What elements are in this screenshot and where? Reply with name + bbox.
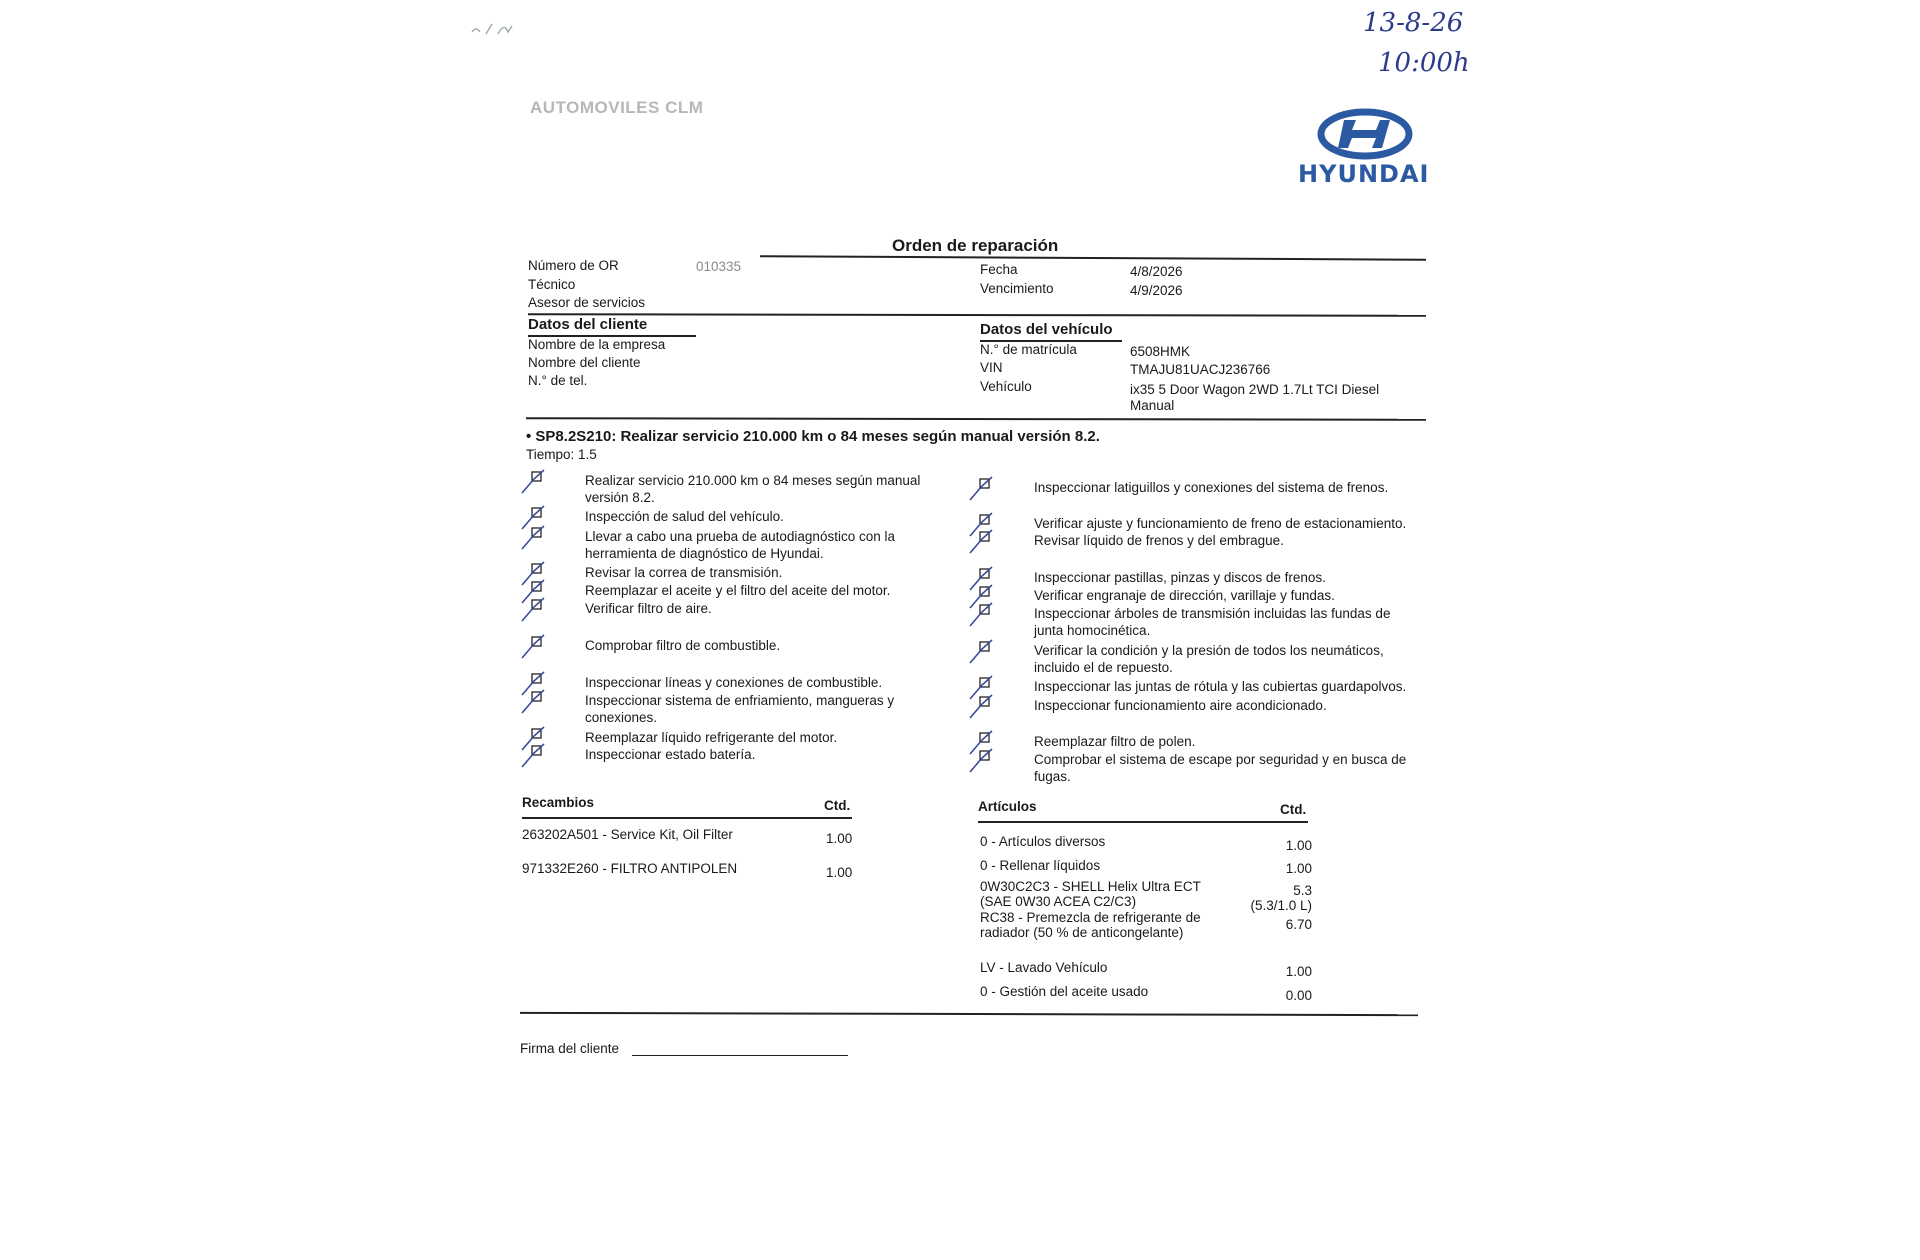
left-check-checkbox-2[interactable] xyxy=(520,525,548,551)
right-check-checkbox-2[interactable] xyxy=(968,529,996,555)
left-check-item-5-line-0: Verificar filtro de aire. xyxy=(585,601,712,616)
recambios-heading: Recambios xyxy=(522,795,595,810)
header-rule xyxy=(528,313,1426,317)
right-check-item-0-line-0: Inspeccionar latiguillos y conexiones del sistema de frenos. xyxy=(1034,480,1389,495)
left-check-item-3-line-0: Revisar la correa de transmisión. xyxy=(585,565,783,580)
articulo-qty-2: 5.3 xyxy=(1293,883,1312,898)
right-check-item-6-line-1: incluido el de repuesto. xyxy=(1034,660,1173,675)
left-check-item-10-line-0: Inspeccionar estado batería. xyxy=(585,747,756,762)
right-check-item-2-line-0: Revisar líquido de frenos y del embrague. xyxy=(1034,533,1284,548)
recambio-desc-0: 263202A501 - Service Kit, Oil Filter xyxy=(522,827,733,842)
tecnico-label: Técnico xyxy=(528,277,576,292)
articulos-rule xyxy=(978,821,1308,823)
right-check-item-9-line-0: Reemplazar filtro de polen. xyxy=(1034,734,1196,749)
empresa-label: Nombre de la empresa xyxy=(528,337,666,352)
right-check-item-1-line-0: Verificar ajuste y funcionamiento de freno de estacionamiento. xyxy=(1034,516,1407,531)
articulo-qty-3: 6.70 xyxy=(1285,917,1312,932)
left-check-item-1-line-0: Inspección de salud del vehículo. xyxy=(585,509,784,524)
articulo-desc-2: 0W30C2C3 - SHELL Helix Ultra ECT xyxy=(980,879,1201,894)
right-check-checkbox-8[interactable] xyxy=(968,694,996,720)
signature-line xyxy=(632,1055,848,1056)
vehiculo-value-line2: Manual xyxy=(1130,398,1175,413)
right-check-item-4-line-0: Verificar engranaje de dirección, varillaje y fundas. xyxy=(1034,588,1335,603)
left-check-checkbox-0[interactable] xyxy=(520,469,548,495)
recambio-qty-0: 1.00 xyxy=(826,831,853,846)
articulo-qty-1: 1.00 xyxy=(1285,861,1312,876)
brand-wordmark: HYUNDAI xyxy=(1298,160,1430,188)
recambio-desc-1: 971332E260 - FILTRO ANTIPOLEN xyxy=(522,861,738,876)
or-number-label: Número de OR xyxy=(528,258,619,273)
recambio-qty-1: 1.00 xyxy=(826,865,853,880)
vehicle-rule xyxy=(526,417,1426,421)
footer-rule xyxy=(520,1012,1418,1016)
or-number-value: 010335 xyxy=(696,259,742,274)
articulo-desc-3: RC38 - Premezcla de refrigerante de xyxy=(980,910,1201,925)
title-rule xyxy=(760,255,1426,260)
page-title: Orden de reparación xyxy=(892,236,1059,255)
left-check-item-0-line-1: versión 8.2. xyxy=(585,490,655,505)
matricula-value: 6508HMK xyxy=(1130,344,1191,359)
vehiculo-label: Vehículo xyxy=(980,379,1032,394)
service-title: • SP8.2S210: Realizar servicio 210.000 km o 84 meses según manual versión 8.2. xyxy=(526,428,1100,445)
scan-mark-icon xyxy=(470,18,540,43)
service-time: Tiempo: 1.5 xyxy=(526,447,597,462)
handwritten-date: 13-8-26 xyxy=(1363,8,1464,38)
handwritten-time: 10:00h xyxy=(1378,48,1470,78)
tel-label: N.° de tel. xyxy=(528,373,588,388)
left-check-checkbox-6[interactable] xyxy=(520,634,548,660)
right-check-checkbox-6[interactable] xyxy=(968,639,996,665)
fecha-label: Fecha xyxy=(980,262,1018,277)
left-check-item-2-line-0: Llevar a cabo una prueba de autodiagnóstico con la xyxy=(585,529,895,544)
vehiculo-value-line1: ix35 5 Door Wagon 2WD 1.7Lt TCI Diesel xyxy=(1130,382,1380,397)
right-check-item-3-line-0: Inspeccionar pastillas, pinzas y discos de frenos. xyxy=(1034,570,1326,585)
right-check-item-7-line-0: Inspeccionar las juntas de rótula y las cubiertas guardapolvos. xyxy=(1034,679,1407,694)
articulo-desc-3-line2: radiador (50 % de anticongelante) xyxy=(980,925,1184,940)
right-check-item-10-line-1: fugas. xyxy=(1034,769,1071,784)
articulo-qty-2-line2: (5.3/1.0 L) xyxy=(1250,898,1312,913)
signature-label: Firma del cliente xyxy=(520,1041,620,1056)
left-check-item-4-line-0: Reemplazar el aceite y el filtro del aceite del motor. xyxy=(585,583,891,598)
recambios-rule xyxy=(522,817,852,819)
left-check-item-2-line-1: herramienta de diagnóstico de Hyundai. xyxy=(585,546,824,561)
vin-label: VIN xyxy=(980,360,1003,375)
right-check-checkbox-10[interactable] xyxy=(968,748,996,774)
left-check-item-7-line-0: Inspeccionar líneas y conexiones de combustible. xyxy=(585,675,883,690)
matricula-label: N.° de matrícula xyxy=(980,342,1077,357)
vencimiento-label: Vencimiento xyxy=(980,281,1054,296)
articulos-qty-heading: Ctd. xyxy=(1280,802,1307,817)
vehiculo-heading: Datos del vehículo xyxy=(980,321,1113,338)
right-check-item-8-line-0: Inspeccionar funcionamiento aire acondicionado. xyxy=(1034,698,1327,713)
left-check-checkbox-5[interactable] xyxy=(520,597,548,623)
articulo-desc-5: 0 - Gestión del aceite usado xyxy=(980,984,1149,999)
articulo-desc-0: 0 - Artículos diversos xyxy=(980,834,1106,849)
right-check-item-10-line-0: Comprobar el sistema de escape por seguridad y en busca de xyxy=(1034,752,1407,767)
right-check-item-5-line-0: Inspeccionar árboles de transmisión incluidas las fundas de xyxy=(1034,606,1391,621)
cliente-heading: Datos del cliente xyxy=(528,316,648,333)
articulo-qty-0: 1.00 xyxy=(1285,838,1312,853)
asesor-label: Asesor de servicios xyxy=(528,295,646,310)
left-check-checkbox-8[interactable] xyxy=(520,689,548,715)
right-check-checkbox-5[interactable] xyxy=(968,602,996,628)
articulo-qty-4: 1.00 xyxy=(1285,964,1312,979)
vencimiento-value: 4/9/2026 xyxy=(1130,283,1183,298)
recambios-qty-heading: Ctd. xyxy=(824,798,851,813)
left-check-checkbox-10[interactable] xyxy=(520,743,548,769)
right-check-item-6-line-0: Verificar la condición y la presión de todos los neumáticos, xyxy=(1034,643,1384,658)
left-check-item-6-line-0: Comprobar filtro de combustible. xyxy=(585,638,781,653)
articulo-desc-4: LV - Lavado Vehículo xyxy=(980,960,1108,975)
left-check-item-8-line-1: conexiones. xyxy=(585,710,658,725)
articulo-desc-1: 0 - Rellenar líquidos xyxy=(980,858,1101,873)
articulos-heading: Artículos xyxy=(978,799,1037,814)
right-check-checkbox-0[interactable] xyxy=(968,476,996,502)
articulo-qty-5: 0.00 xyxy=(1285,988,1312,1003)
fecha-value: 4/8/2026 xyxy=(1130,264,1183,279)
right-check-item-5-line-1: junta homocinética. xyxy=(1034,623,1151,638)
left-check-item-9-line-0: Reemplazar líquido refrigerante del motor. xyxy=(585,730,838,745)
cliente-label: Nombre del cliente xyxy=(528,355,641,370)
left-check-item-0-line-0: Realizar servicio 210.000 km o 84 meses según manual xyxy=(585,473,921,488)
left-check-item-8-line-0: Inspeccionar sistema de enfriamiento, mangueras y xyxy=(585,693,895,708)
vin-value: TMAJU81UACJ236766 xyxy=(1130,362,1271,377)
articulo-desc-2-line2: (SAE 0W30 ACEA C2/C3) xyxy=(980,894,1137,909)
dealer-name: AUTOMOVILES CLM xyxy=(530,98,704,117)
